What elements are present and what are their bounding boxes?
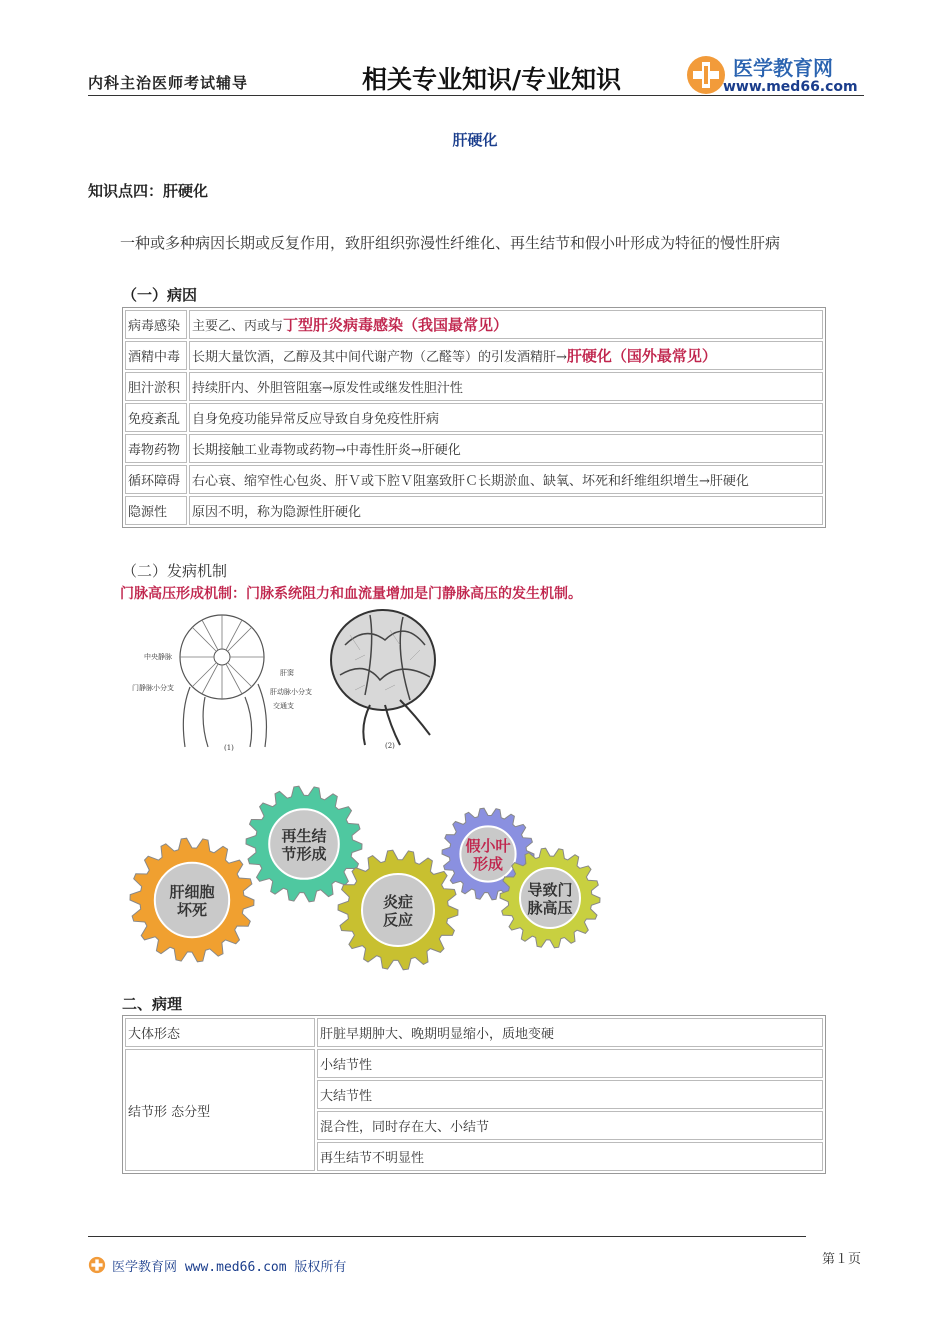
header-divider bbox=[88, 95, 864, 96]
logo-url: www.med66.com bbox=[723, 79, 858, 95]
gross-value: 肝脏早期肿大、晚期明显缩小，质地变硬 bbox=[317, 1018, 823, 1047]
table-row bbox=[125, 372, 823, 401]
gear-label: 肝细胞 bbox=[169, 883, 215, 901]
table-row bbox=[125, 465, 823, 494]
figure-1-label: (1) bbox=[224, 744, 234, 752]
gear-label: 脉高压 bbox=[527, 899, 573, 917]
etiology-highlight: 丁型肝炎病毒感染（我国最常见） bbox=[283, 316, 509, 334]
gear-label: 再生结 bbox=[281, 827, 327, 845]
label-central-vein: 中央静脉 bbox=[144, 653, 172, 661]
gear-label: 坏死 bbox=[176, 901, 208, 919]
etiology-description bbox=[189, 465, 823, 494]
etiology-cause: 免疫紊乱 bbox=[125, 403, 187, 432]
lobule-drawing bbox=[180, 615, 266, 747]
etiology-description bbox=[189, 496, 823, 525]
nodule-type: 小结节性 bbox=[317, 1049, 823, 1078]
gear-label: 假小叶 bbox=[465, 837, 511, 855]
page-number: 第１页 bbox=[822, 1252, 862, 1267]
etiology-highlight: 肝硬化（国外最常见） bbox=[566, 347, 717, 365]
etiology-description bbox=[189, 310, 823, 339]
etiology-cause: 病毒感染 bbox=[125, 310, 187, 339]
table-row bbox=[125, 341, 823, 370]
etiology-desc-text: 持续肝内、外胆管阻塞→原发性或继发性胆汁性 bbox=[192, 381, 463, 396]
table-row bbox=[125, 1018, 823, 1047]
table-row bbox=[125, 434, 823, 463]
pathology-table bbox=[122, 1015, 826, 1174]
label-anastomosis: 交通支 bbox=[273, 702, 294, 710]
footer-divider bbox=[88, 1236, 806, 1237]
section-mechanism-heading: （二）发病机制 bbox=[122, 562, 228, 580]
etiology-cause: 循环障碍 bbox=[125, 465, 187, 494]
etiology-desc-text: 主要乙、丙或与 bbox=[192, 319, 284, 334]
logo-cross-icon bbox=[685, 54, 727, 96]
etiology-desc-text: 长期大量饮酒，乙醇及其中间代谢产物（乙醛等）的引发酒精肝→ bbox=[192, 350, 567, 365]
site-logo[interactable] bbox=[685, 52, 865, 98]
table-row bbox=[125, 310, 823, 339]
etiology-desc-text: 右心衰、缩窄性心包炎、肝Ｖ或下腔Ｖ阻塞致肝Ｃ长期淤血、缺氧、坏死和纤维组织增生→肝硬化 bbox=[192, 474, 749, 489]
nodule-type: 大结节性 bbox=[317, 1080, 823, 1109]
gear-5 bbox=[500, 848, 600, 948]
intro-paragraph: 一种或多种病因长期或反复作用，致肝组织弥漫性纤维化、再生结节和假小叶形成为特征的慢性肝病 bbox=[120, 234, 781, 252]
nodule-type: 混合性，同时存在大、小结节 bbox=[317, 1111, 823, 1140]
gear-1 bbox=[130, 838, 254, 962]
etiology-description bbox=[189, 434, 823, 463]
gear-label: 炎症 bbox=[382, 893, 414, 911]
table-row bbox=[125, 1049, 823, 1078]
logo-name: 医学教育网 bbox=[733, 56, 833, 80]
gear-label: 形成 bbox=[472, 855, 504, 873]
liver-lobule-diagram bbox=[130, 612, 330, 752]
header-center-title: 相关专业知识/专业知识 bbox=[362, 65, 622, 94]
page-title: 肝硬化 bbox=[452, 131, 498, 149]
etiology-description bbox=[189, 341, 823, 370]
knowledge-point-heading: 知识点四：肝硬化 bbox=[88, 182, 209, 200]
gear-3 bbox=[338, 850, 458, 970]
etiology-cause: 隐源性 bbox=[125, 496, 187, 525]
etiology-cause: 酒精中毒 bbox=[125, 341, 187, 370]
section-etiology-heading: （一）病因 bbox=[122, 286, 198, 304]
table-row bbox=[125, 403, 823, 432]
etiology-description bbox=[189, 403, 823, 432]
footer-logo-icon bbox=[88, 1256, 106, 1274]
etiology-cause: 胆汁淤积 bbox=[125, 372, 187, 401]
footer-copyright[interactable]: 医学教育网 www.med66.com 版权所有 bbox=[112, 1260, 347, 1275]
label-sinusoid: 肝窦 bbox=[280, 669, 294, 677]
mechanism-text: 门脉高压形成机制：门脉系统阻力和血流量增加是门静脉高压的发生机制。 bbox=[120, 586, 582, 602]
nodule-type: 再生结节不明显性 bbox=[317, 1142, 823, 1171]
nodule-drawing bbox=[331, 610, 435, 745]
gear-label: 导致门 bbox=[527, 881, 573, 899]
label-hepatic-artery: 肝动脉小分支 bbox=[270, 688, 312, 696]
etiology-table bbox=[122, 307, 826, 528]
etiology-description bbox=[189, 372, 823, 401]
etiology-desc-text: 自身免疫功能异常反应导致自身免疫性肝病 bbox=[192, 412, 440, 427]
etiology-cause: 毒物药物 bbox=[125, 434, 187, 463]
label-portal-branch: 门静脉小分支 bbox=[132, 684, 174, 692]
gear-label: 反应 bbox=[382, 911, 414, 929]
nodule-label: 结节形 态分型 bbox=[125, 1049, 315, 1171]
header-left-title: 内科主治医师考试辅导 bbox=[88, 74, 249, 92]
table-row bbox=[125, 496, 823, 525]
gear-label: 节形成 bbox=[281, 845, 327, 863]
etiology-desc-text: 原因不明，称为隐源性肝硬化 bbox=[192, 505, 362, 520]
figure-2-label: (2) bbox=[385, 742, 395, 750]
pathogenesis-gears-diagram bbox=[120, 782, 620, 982]
etiology-desc-text: 长期接触工业毒物或药物→中毒性肝炎→肝硬化 bbox=[192, 443, 461, 458]
gross-label: 大体形态 bbox=[125, 1018, 315, 1047]
section-pathology-heading: 二、病理 bbox=[122, 995, 183, 1013]
cirrhotic-nodule-diagram bbox=[325, 605, 445, 750]
